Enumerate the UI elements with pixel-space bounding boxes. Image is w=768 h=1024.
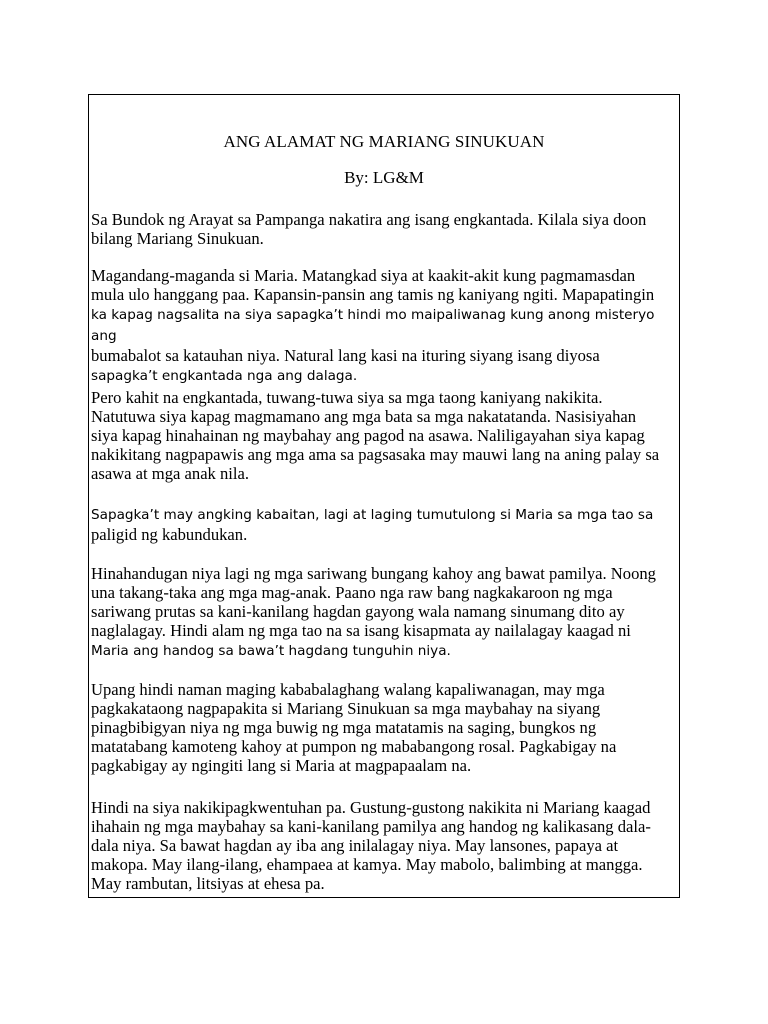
paragraph-line: Pero kahit na engkantada, tuwang-tuwa siya sa mga taong kaniyang nakikita. (91, 388, 603, 407)
paragraph-line: ka kapag nagsalita na siya sapagka’t hindi mo maipaliwanag kung anong misteryo ang (91, 307, 655, 344)
paragraph-line: sariwang prutas sa kani-kanilang hagdan gayong wala namang sinumang dito ay (91, 602, 625, 621)
paragraph-4 (91, 504, 680, 544)
paragraph-line: asawa at mga anak nila. (91, 464, 250, 483)
paragraph-1 (91, 210, 680, 248)
paragraph-2 (91, 266, 680, 386)
paragraph-line: siya kapag hinahainan ng maybahay ang pagod na asawa. Naliligayahan siya kapag (91, 426, 645, 445)
paragraph-line: Sa Bundok ng Arayat sa Pampanga nakatira ang isang engkantada. Kilala siya doon (91, 210, 647, 229)
paragraph-line: pagkabigay ay ngingiti lang si Maria at magpapaalam na. (91, 756, 472, 775)
paragraph-line: pagkakataong nagpapakita si Mariang Sinukuan sa mga maybahay na siyang (91, 699, 601, 718)
paragraph-line: Hinahandugan niya lagi ng mga sariwang bungang kahoy ang bawat pamilya. Noong (91, 564, 656, 583)
paragraph-line: Maria ang handog sa bawa’t hagdang tunguhin niya. (91, 643, 451, 659)
paragraph-line: sapagka’t engkantada nga ang dalaga. (91, 368, 358, 384)
paragraph-line: bumabalot sa katauhan niya. Natural lang kasi na ituring siyang isang diyosa (91, 346, 600, 365)
document-page (88, 94, 680, 898)
paragraph-3 (91, 388, 680, 483)
paragraph-line: pinagbibigyan niya ng mga buwig ng mga matatamis na saging, bungkos ng (91, 718, 597, 737)
paragraph-5 (91, 564, 680, 661)
paragraph-line: paligid ng kabundukan. (91, 525, 248, 544)
paragraph-line: dala niya. Sa bawat hagdan ay iba ang inilalagay niya. May lansones, papaya at (91, 836, 619, 855)
paragraph-7 (91, 798, 680, 893)
paragraph-line: Natutuwa siya kapag magmamano ang mga bata sa mga nakatatanda. Nasisiyahan (91, 407, 637, 426)
paragraph-line: Hindi na siya nakikipagkwentuhan pa. Gustung-gustong nakikita ni Mariang kaagad (91, 798, 651, 817)
paragraph-line: matatabang kamoteng kahoy at pumpon ng mababangong rosal. Pagkabigay na (91, 737, 617, 756)
paragraph-line: May rambutan, litsiyas at ehesa pa. (91, 874, 325, 893)
paragraph-line: Upang hindi naman maging kababalaghang walang kapaliwanagan, may mga (91, 680, 605, 699)
paragraph-line: Magandang-maganda si Maria. Matangkad siya at kaakit-akit kung pagmamasdan (91, 266, 636, 285)
paragraph-line: una takang-taka ang mga mag-anak. Paano nga raw bang nagkakaroon ng mga (91, 583, 613, 602)
paragraph-line: bilang Mariang Sinukuan. (91, 229, 264, 248)
paragraph-line: ihahain ng mga maybahay sa kani-kanilang pamilya ang handog ng kalikasang dala- (91, 817, 651, 836)
document-byline: By: LG&M (344, 168, 424, 187)
paragraph-line: nakikitang nagpapawis ang mga ama sa pagsasaka may mauwi lang na aning palay sa (91, 445, 660, 464)
paragraph-line: naglalagay. Hindi alam ng mga tao na sa isang kisapmata ay nailalagay kaagad ni (91, 621, 631, 640)
document-title: ANG ALAMAT NG MARIANG SINUKUAN (223, 132, 545, 151)
paragraph-line: mula ulo hanggang paa. Kapansin-pansin ang tamis ng kaniyang ngiti. Mapapatingin (91, 285, 655, 304)
paragraph-line: Sapagka’t may angking kabaitan, lagi at laging tumutulong si Maria sa mga tao sa (91, 507, 654, 523)
paragraph-6 (91, 680, 680, 775)
paragraph-line: makopa. May ilang-ilang, ehampaea at kamya. May mabolo, balimbing at mangga. (91, 855, 643, 874)
